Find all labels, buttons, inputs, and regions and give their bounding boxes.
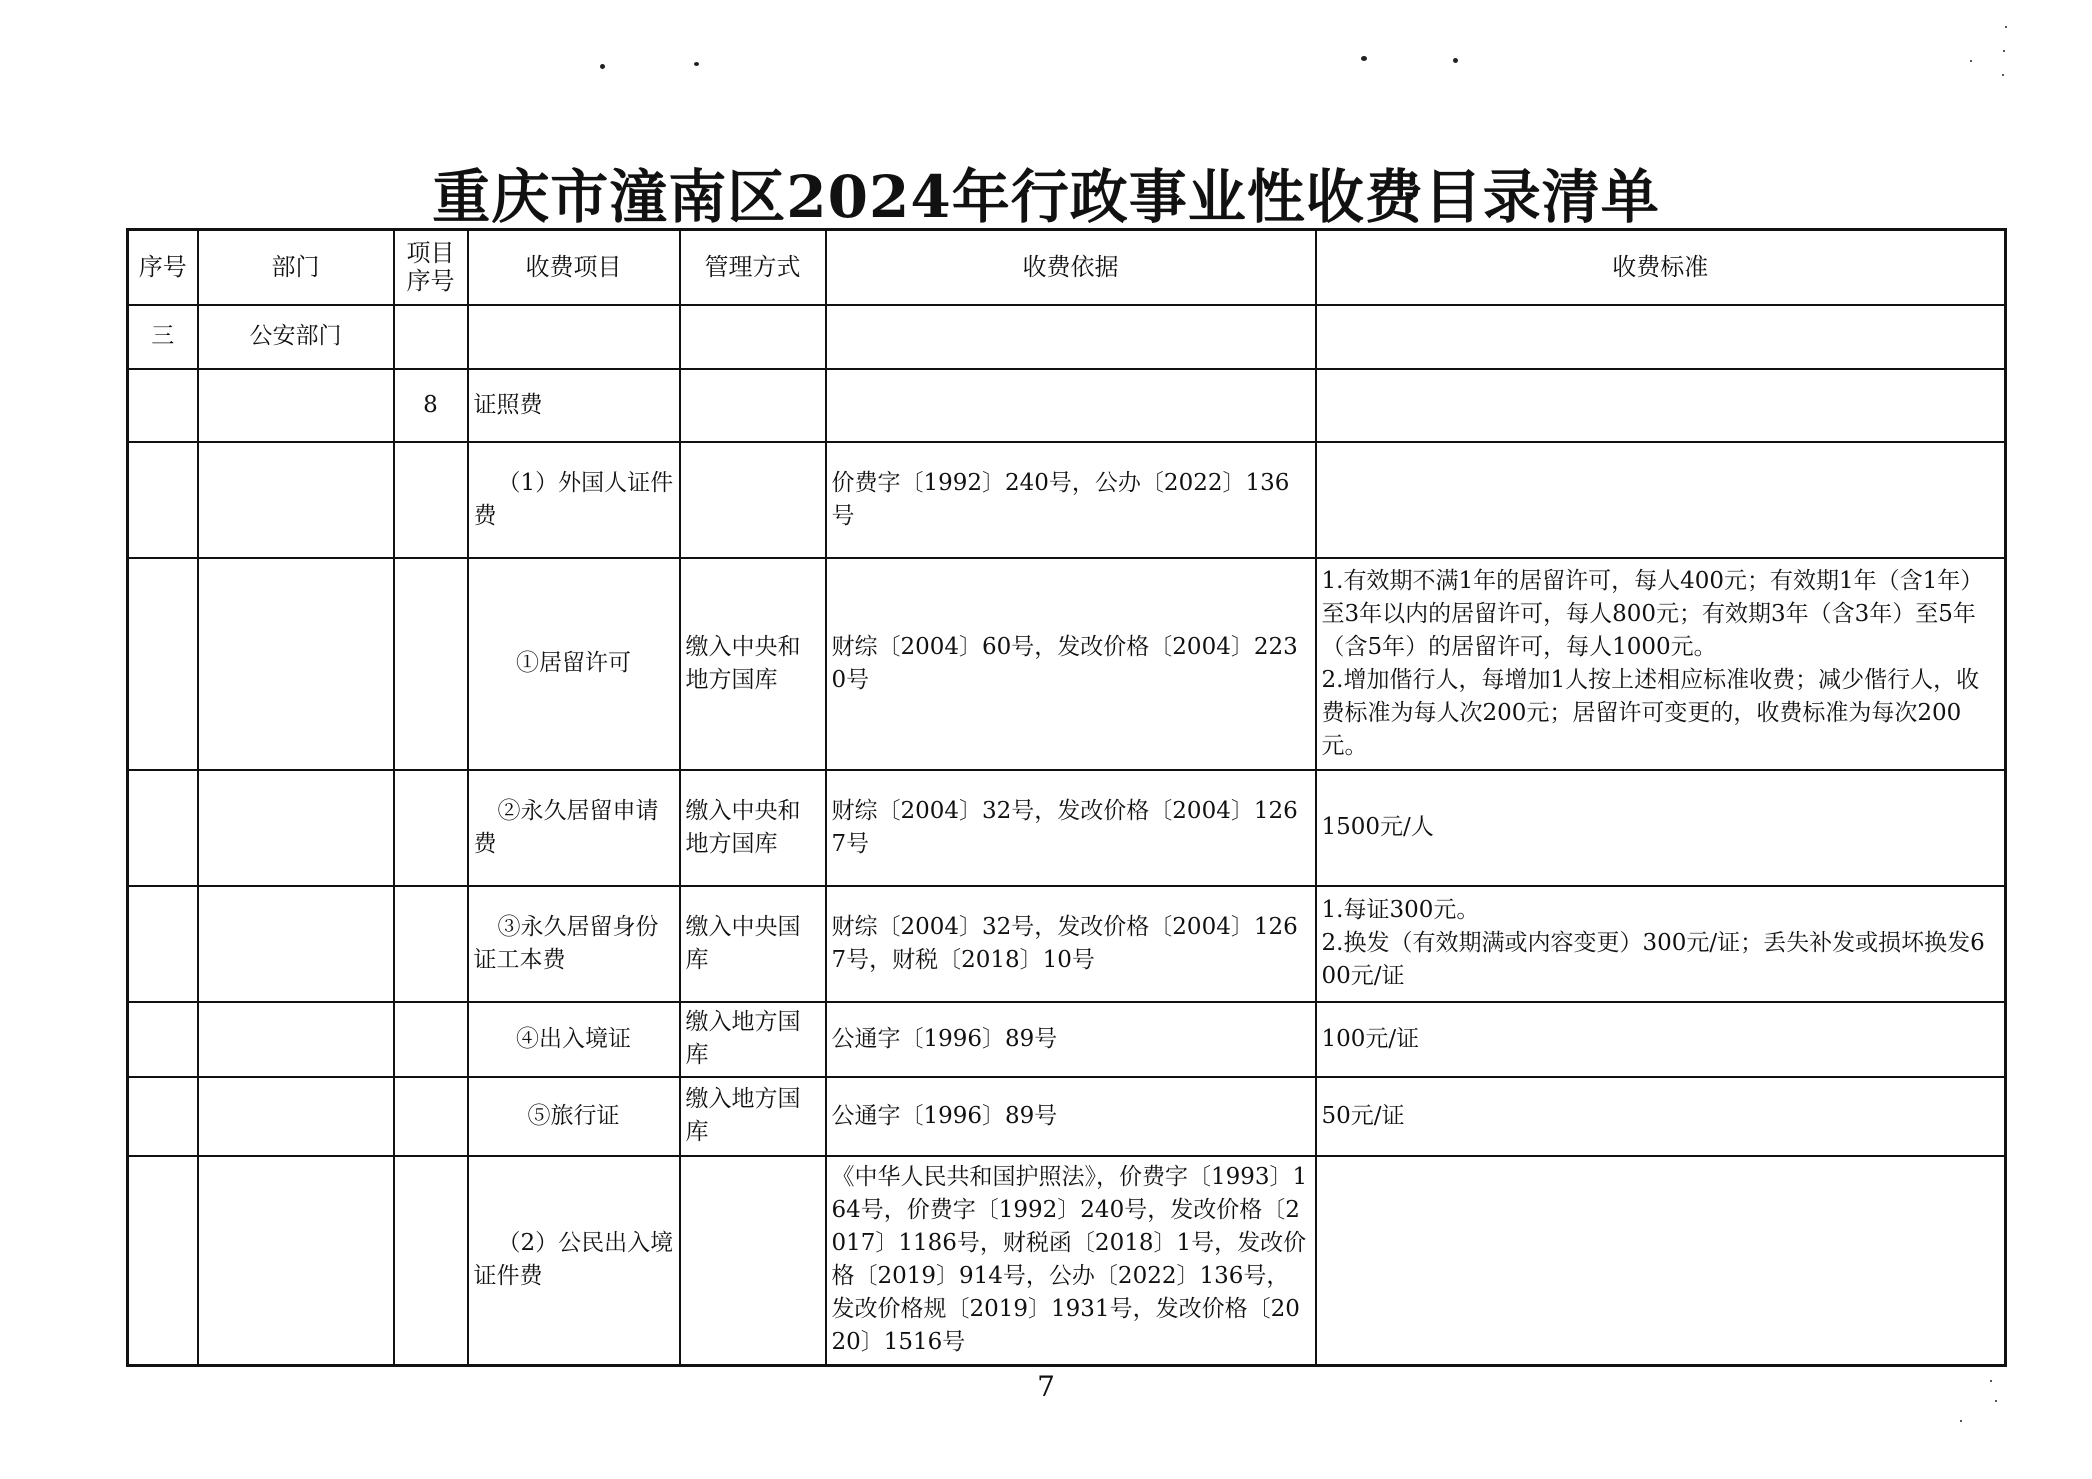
scan-speck bbox=[694, 62, 699, 66]
table-row bbox=[128, 369, 2006, 442]
cell-standard bbox=[1316, 1002, 2006, 1077]
cell-item-seq bbox=[394, 1156, 468, 1366]
cell-item-seq bbox=[394, 886, 468, 1002]
scan-speck bbox=[2005, 26, 2007, 28]
cell-standard bbox=[1316, 558, 2006, 770]
cell-item-seq bbox=[394, 770, 468, 886]
cell-seq bbox=[128, 1002, 198, 1077]
standard-line: 2.换发（有效期满或内容变更）300元/证；丢失补发或损坏换发600元/证 bbox=[1321, 930, 1985, 989]
cell-seq bbox=[128, 770, 198, 886]
fee-catalog-table bbox=[126, 228, 2007, 1367]
cell-standard bbox=[1316, 305, 2006, 369]
scan-speck bbox=[600, 64, 605, 69]
cell-item: （2）公民出入境证件费 bbox=[468, 1156, 680, 1366]
header-basis: 收费依据 bbox=[826, 230, 1316, 305]
cell-item-seq bbox=[394, 1077, 468, 1156]
table-row bbox=[128, 1002, 2006, 1077]
cell-basis: 公通字〔1996〕89号 bbox=[826, 1002, 1316, 1077]
scan-speck bbox=[1453, 58, 1458, 63]
cell-dept bbox=[198, 369, 394, 442]
header-item-seq: 项目序号 bbox=[394, 230, 468, 305]
cell-management: 缴入地方国库 bbox=[680, 1077, 826, 1156]
cell-basis: 价费字〔1992〕240号，公办〔2022〕136号 bbox=[826, 442, 1316, 558]
cell-standard bbox=[1316, 442, 2006, 558]
cell-item-seq bbox=[394, 442, 468, 558]
cell-standard bbox=[1316, 886, 2006, 1002]
cell-seq bbox=[128, 1077, 198, 1156]
header-item: 收费项目 bbox=[468, 230, 680, 305]
cell-basis: 财综〔2004〕60号，发改价格〔2004〕2230号 bbox=[826, 558, 1316, 770]
cell-dept bbox=[198, 770, 394, 886]
cell-dept bbox=[198, 886, 394, 1002]
cell-item bbox=[468, 305, 680, 369]
standard-line: 100元/证 bbox=[1321, 1025, 1420, 1052]
cell-standard bbox=[1316, 1077, 2006, 1156]
header-dept: 部门 bbox=[198, 230, 394, 305]
cell-item-seq bbox=[394, 558, 468, 770]
cell-item-seq bbox=[394, 305, 468, 369]
cell-management bbox=[680, 1156, 826, 1366]
cell-item: ②永久居留申请费 bbox=[468, 770, 680, 886]
scan-speck bbox=[1361, 56, 1367, 61]
cell-standard bbox=[1316, 770, 2006, 886]
cell-seq bbox=[128, 1156, 198, 1366]
header-management: 管理方式 bbox=[680, 230, 826, 305]
standard-line: 1500元/人 bbox=[1321, 814, 1434, 840]
cell-basis: 公通字〔1996〕89号 bbox=[826, 1077, 1316, 1156]
cell-seq: 三 bbox=[128, 305, 198, 369]
cell-seq bbox=[128, 369, 198, 442]
cell-item: 证照费 bbox=[468, 369, 680, 442]
cell-management: 缴入中央和地方国库 bbox=[680, 770, 826, 886]
page-number: 7 bbox=[1037, 1370, 1055, 1403]
cell-item: ③永久居留身份证工本费 bbox=[468, 886, 680, 1002]
document-title: 重庆市潼南区2024年行政事业性收费目录清单 bbox=[432, 163, 1660, 231]
standard-line: 2.增加偕行人，每增加1人按上述相应标准收费；减少偕行人，收费标准为每人次200元；居留许可变更的，收费标准为每次200元。 bbox=[1321, 666, 1980, 759]
cell-dept bbox=[198, 1002, 394, 1077]
cell-management: 缴入中央和地方国库 bbox=[680, 558, 826, 770]
cell-dept: 公安部门 bbox=[198, 305, 394, 369]
cell-management bbox=[680, 305, 826, 369]
scan-speck bbox=[2002, 74, 2004, 76]
table-row bbox=[128, 442, 2006, 558]
cell-dept bbox=[198, 1156, 394, 1366]
scan-speck bbox=[1970, 60, 1972, 62]
standard-line: 50元/证 bbox=[1321, 1102, 1405, 1129]
cell-dept bbox=[198, 558, 394, 770]
cell-basis: 《中华人民共和国护照法》，价费字〔1993〕164号，价费字〔1992〕240号，发改价格〔2017〕1186号，财税函〔2018〕1号，发改价格〔2019〕914号，公办〔2022〕136号，发改价格规〔2019〕1931号，发改价格〔2020〕1516号 bbox=[826, 1156, 1316, 1366]
cell-management: 缴入中央国库 bbox=[680, 886, 826, 1002]
scan-speck bbox=[1990, 1380, 1992, 1382]
cell-seq bbox=[128, 558, 198, 770]
cell-management: 缴入地方国库 bbox=[680, 1002, 826, 1077]
cell-management bbox=[680, 369, 826, 442]
cell-item: ①居留许可 bbox=[468, 558, 680, 770]
table-row bbox=[128, 886, 2006, 1002]
cell-item: ⑤旅行证 bbox=[468, 1077, 680, 1156]
cell-item: （1）外国人证件费 bbox=[468, 442, 680, 558]
standard-line: 1.有效期不满1年的居留许可，每人400元；有效期1年（含1年）至3年以内的居留许可，每人800元；有效期3年（含3年）至5年（含5年）的居留许可，每人1000元。 bbox=[1321, 567, 1984, 660]
table-row bbox=[128, 1156, 2006, 1366]
cell-item-seq bbox=[394, 1002, 468, 1077]
scan-speck bbox=[1960, 1420, 1962, 1422]
cell-item-seq: 8 bbox=[394, 369, 468, 442]
table-row bbox=[128, 305, 2006, 369]
cell-dept bbox=[198, 442, 394, 558]
cell-management bbox=[680, 442, 826, 558]
scan-speck bbox=[1995, 1400, 1997, 1402]
standard-line: 1.每证300元。 bbox=[1321, 897, 1480, 923]
cell-standard bbox=[1316, 1156, 2006, 1366]
cell-basis: 财综〔2004〕32号，发改价格〔2004〕1267号，财税〔2018〕10号 bbox=[826, 886, 1316, 1002]
table-row bbox=[128, 1077, 2006, 1156]
cell-item: ④出入境证 bbox=[468, 1002, 680, 1077]
cell-standard bbox=[1316, 369, 2006, 442]
scan-speck bbox=[2003, 50, 2005, 52]
cell-basis: 财综〔2004〕32号，发改价格〔2004〕1267号 bbox=[826, 770, 1316, 886]
cell-dept bbox=[198, 1077, 394, 1156]
header-seq: 序号 bbox=[128, 230, 198, 305]
table-row bbox=[128, 558, 2006, 770]
header-standard: 收费标准 bbox=[1316, 230, 2006, 305]
cell-seq bbox=[128, 442, 198, 558]
table-row bbox=[128, 770, 2006, 886]
cell-seq bbox=[128, 886, 198, 1002]
cell-basis bbox=[826, 305, 1316, 369]
table-header-row bbox=[128, 230, 2006, 305]
cell-basis bbox=[826, 369, 1316, 442]
